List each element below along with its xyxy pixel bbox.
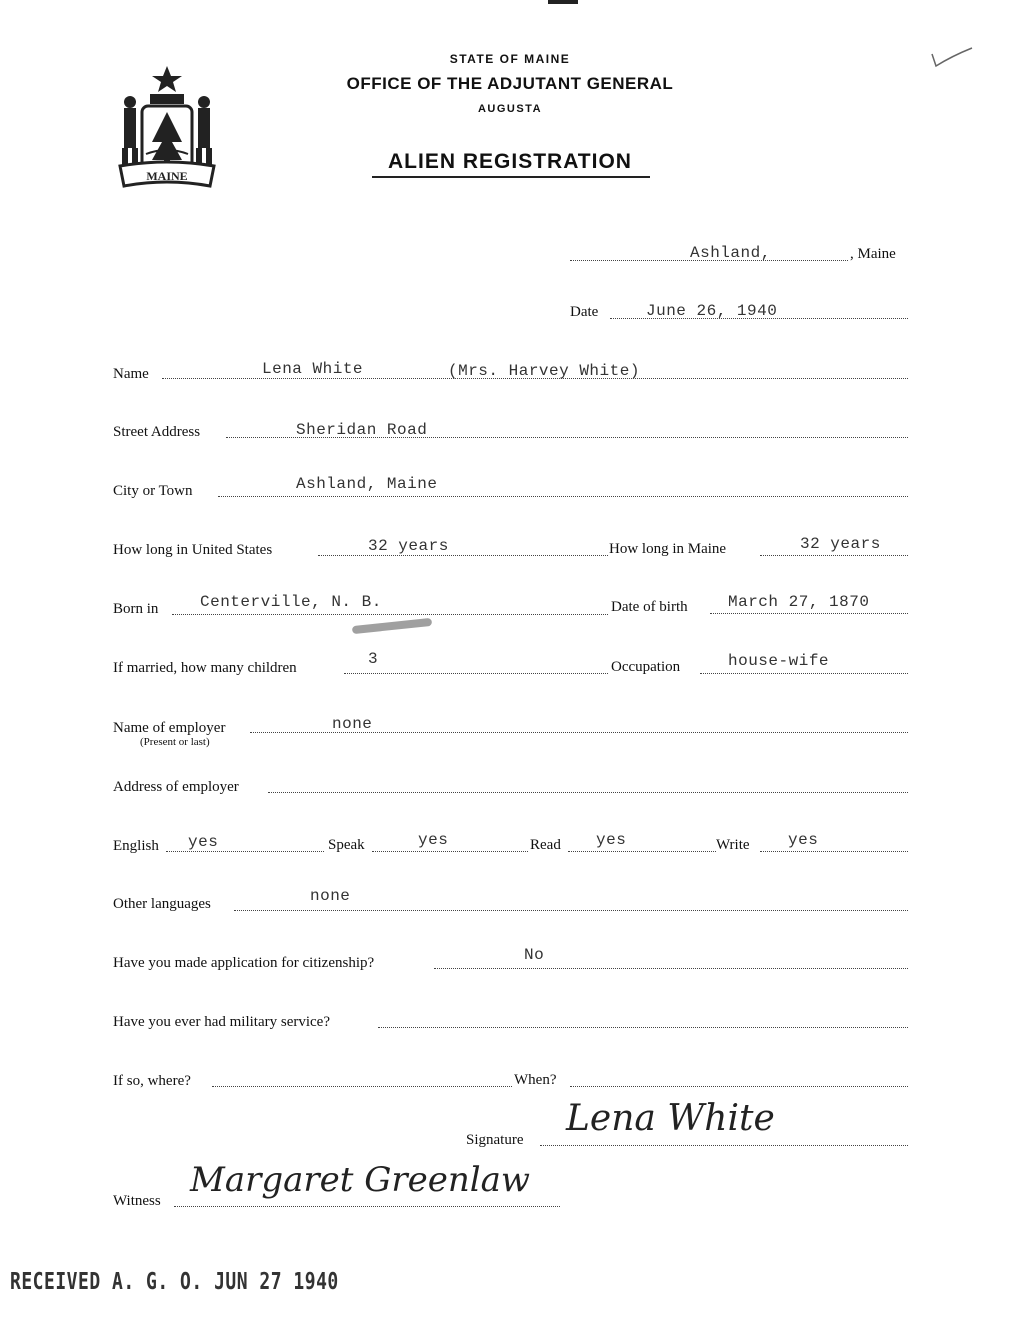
occupation-label: Occupation [611,659,681,675]
when-label: When? [514,1072,557,1088]
born-in-label: Born in [113,601,159,617]
name-label: Name [113,366,149,382]
how-long-us-label: How long in United States [113,542,273,558]
other-languages-label: Other languages [113,896,211,912]
born-in-line [172,614,608,615]
location-town: Ashland, [690,244,771,262]
employer-value: none [332,715,373,733]
employer-sublabel: (Present or last) [140,736,210,748]
read-value: yes [596,831,627,849]
header-state: STATE OF MAINE [449,52,571,66]
military-label: Have you ever had military service? [113,1014,330,1030]
dob-value: March 27, 1870 [728,593,870,611]
where-line [212,1086,512,1087]
witness-label: Witness [113,1193,161,1209]
city-label: City or Town [113,483,193,499]
city-line [218,496,908,497]
write-label: Write [716,837,750,853]
how-long-us-line [318,555,608,556]
write-line [760,851,908,852]
read-line [568,851,716,852]
speak-label: Speak [328,837,365,853]
checkmark-icon [928,44,976,72]
header-office: OFFICE OF THE ADJUTANT GENERAL [346,74,674,93]
read-label: Read [530,837,561,853]
title-underline [372,176,650,178]
other-languages-line [234,910,908,911]
employer-address-label: Address of employer [113,779,239,795]
citizenship-line [434,968,908,969]
witness-value: Margaret Greenlaw [190,1160,531,1200]
how-long-maine-value: 32 years [800,535,881,553]
top-edge-mark [548,0,578,4]
children-label: If married, how many children [113,660,297,676]
when-line [570,1086,908,1087]
other-languages-value: none [310,887,351,905]
born-in-value: Centerville, N. B. [200,593,382,611]
employer-address-line [268,792,908,793]
header-city: AUGUSTA [477,103,543,115]
military-line [378,1027,908,1028]
english-line [166,851,324,852]
how-long-maine-line [760,555,908,556]
citizenship-label: Have you made application for citizenship? [113,955,375,971]
name-value: Lena White [262,360,364,378]
date-label: Date [570,304,599,320]
signature-value: Lena White [566,1098,775,1139]
dob-line [710,613,908,614]
received-stamp: RECEIVED A. G. O. JUN 27 1940 [10,1268,339,1296]
signature-label: Signature [466,1132,524,1148]
city-value: Ashland, Maine [296,475,438,493]
signature-line [540,1145,908,1146]
employer-label: Name of employer [113,720,226,736]
how-long-us-value: 32 years [368,537,449,555]
children-value: 3 [368,650,379,668]
how-long-maine-label: How long in Maine [609,541,727,557]
ink-smudge [352,618,432,634]
form-title: ALIEN REGISTRATION [388,150,632,173]
english-label: English [113,838,159,854]
dob-label: Date of birth [611,599,688,615]
name-value-married: (Mrs. Harvey White) [448,362,640,380]
street-label: Street Address [113,424,201,440]
where-label: If so, where? [113,1073,191,1089]
street-value: Sheridan Road [296,421,428,439]
date-value: June 26, 1940 [646,302,778,320]
write-value: yes [788,831,819,849]
speak-line [372,851,528,852]
speak-value: yes [418,831,449,849]
occupation-value: house-wife [728,652,830,670]
citizenship-value: No [524,946,545,964]
occupation-line [700,673,908,674]
svg-text:MAINE: MAINE [146,169,188,183]
witness-line [174,1206,560,1207]
location-state-label: , Maine [850,246,896,262]
children-line [344,673,608,674]
english-value: yes [188,833,219,851]
